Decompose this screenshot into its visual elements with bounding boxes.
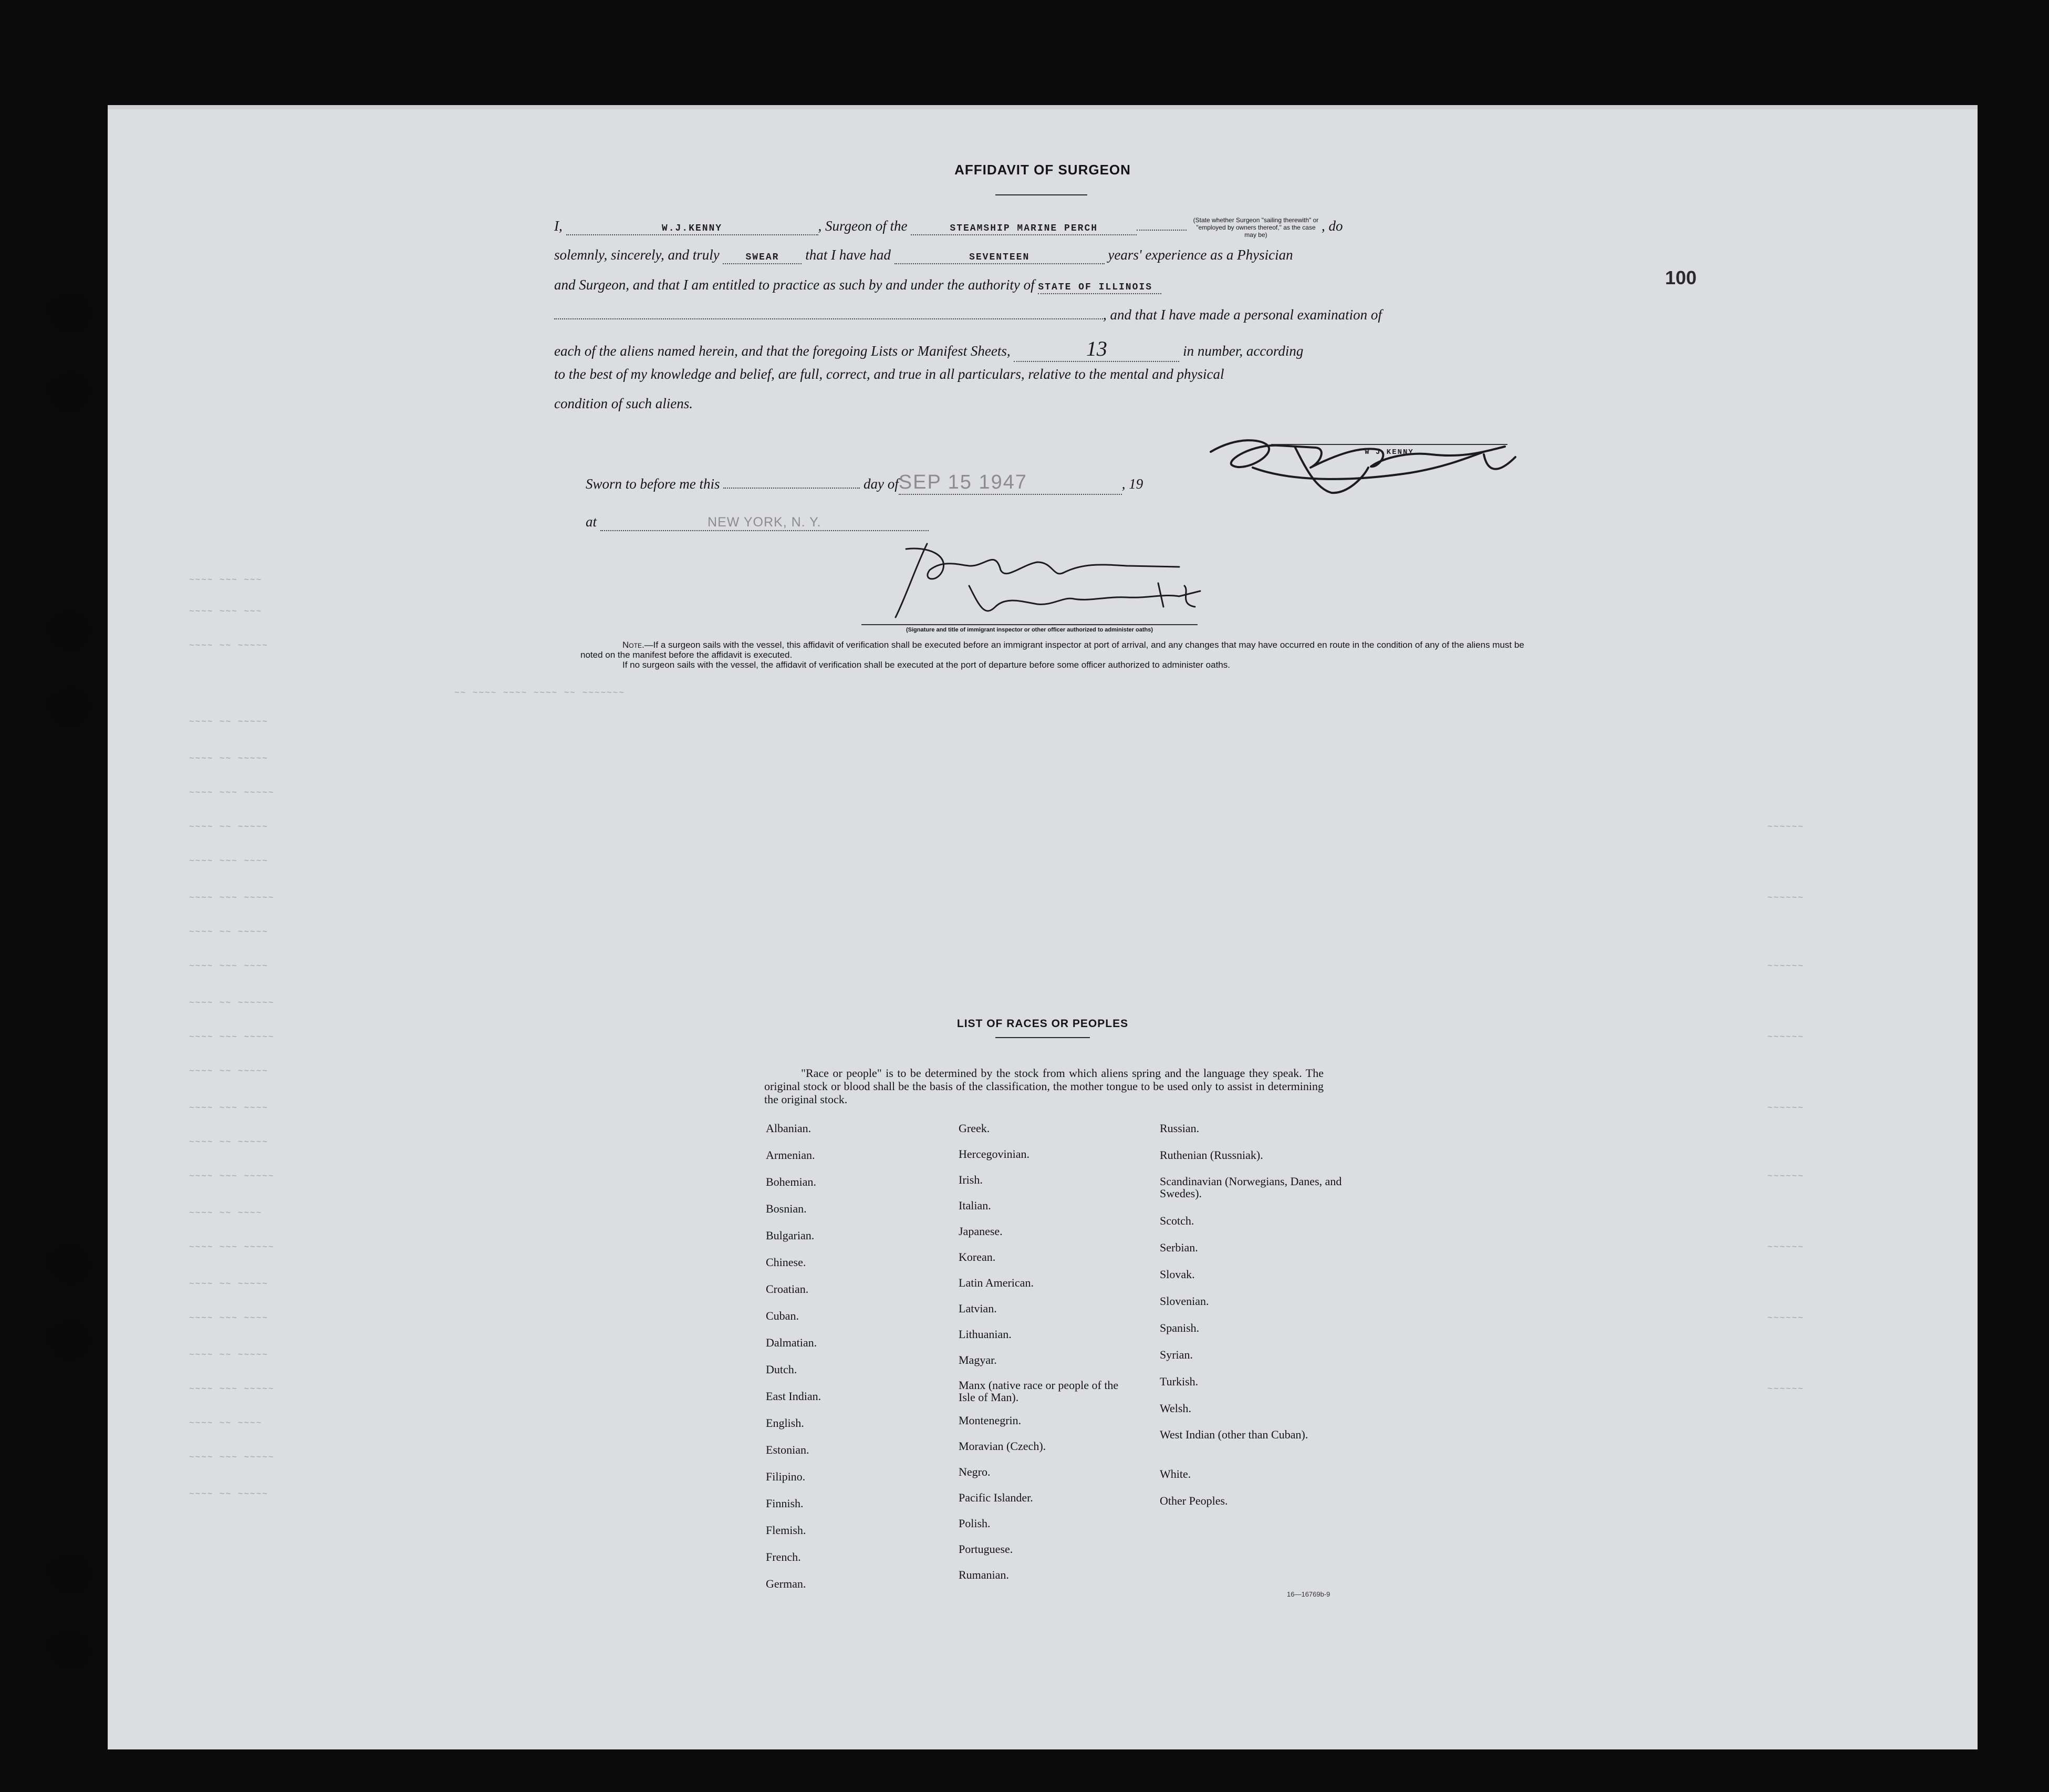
date-stamp: SEP 15 1947: [898, 471, 1028, 493]
line1-suffix: , do: [1321, 218, 1343, 234]
race-item: Dalmatian.: [766, 1336, 817, 1349]
race-item: West Indian (other than Cuban).: [1160, 1428, 1308, 1441]
note-label: Note.: [622, 640, 644, 650]
place-line: [586, 514, 929, 531]
licensing-authority: STATE OF ILLINOIS: [1038, 282, 1153, 293]
race-item: Bohemian.: [766, 1175, 816, 1188]
race-item: East Indian.: [766, 1390, 821, 1403]
race-item: Magyar.: [959, 1353, 997, 1366]
races-heading: LIST OF RACES OR PEOPLES: [956, 1018, 1129, 1030]
race-item: Welsh.: [1160, 1402, 1191, 1415]
line1-prefix: I,: [554, 218, 563, 234]
race-item: Pacific Islander.: [959, 1491, 1033, 1504]
race-item: French.: [766, 1550, 801, 1563]
affidavit-line-3: [554, 277, 1161, 294]
year-prefix: , 19: [1121, 476, 1143, 492]
line2-prefix: solemnly, sincerely, and truly: [554, 247, 720, 263]
race-item: Japanese.: [959, 1225, 1003, 1238]
race-item: Moravian (Czech).: [959, 1439, 1046, 1453]
affidavit-line-2: [554, 247, 1293, 264]
race-item: Irish.: [959, 1173, 983, 1186]
sheet-count-field: [1014, 336, 1179, 362]
sworn-day-field: [723, 488, 860, 489]
line4-suffix: , and that I have made a personal examination of: [1103, 307, 1382, 323]
years-experience: SEVENTEEN: [969, 252, 1030, 263]
race-item: Syrian.: [1160, 1348, 1193, 1361]
race-item: Latin American.: [959, 1276, 1034, 1289]
at-label: at: [586, 514, 597, 530]
race-item: Filipino.: [766, 1470, 806, 1483]
sworn-day-label: day of: [864, 476, 899, 492]
race-item: Armenian.: [766, 1148, 815, 1162]
sheet-edge: [108, 105, 1978, 109]
surgeon-signature: [1190, 415, 1536, 499]
race-item: Latvian.: [959, 1302, 997, 1315]
affidavit-line-7: condition of such aliens.: [554, 396, 693, 411]
race-item: German.: [766, 1577, 806, 1590]
races-heading-rule: [995, 1037, 1090, 1038]
race-item: Serbian.: [1160, 1241, 1198, 1254]
note-paragraph: [580, 640, 1536, 670]
affidavit-line-4: [554, 307, 1382, 323]
vessel-field-tail: [1137, 230, 1187, 231]
race-item: Montenegrin.: [959, 1414, 1022, 1427]
race-item: Manx (native race or people of the Isle of Man).: [959, 1379, 1119, 1404]
signature-caption: [1271, 444, 1507, 457]
signature-caption-text: W J KENNY: [1365, 448, 1414, 457]
binder-hole: [49, 370, 92, 413]
race-item: Dutch.: [766, 1363, 797, 1376]
race-item: Korean.: [959, 1250, 996, 1263]
oath-word: SWEAR: [745, 252, 779, 263]
document-title: AFFIDAVIT OF SURGEON: [954, 162, 1131, 178]
race-item: Portuguese.: [959, 1542, 1013, 1556]
line5-prefix: each of the aliens named herein, and that the foregoing Lists or Manifest Sheets,: [554, 343, 1011, 359]
vessel-note: (State whether Surgeon "sailing therewith" or "employed by owners thereof," as the case may be): [1193, 216, 1319, 239]
inspector-line: [861, 624, 1198, 625]
binder-hole: [49, 1242, 92, 1286]
note-text-1: —If a surgeon sails with the vessel, this affidavit of verification shall be executed before an immigrant inspector at port of arrival, and any changes that may have occurred en route in the condition of any of the aliens must be noted on the manifest before the affidavit is executed.: [580, 640, 1524, 660]
race-item: Lithuanian.: [959, 1328, 1012, 1341]
race-item: Slovak.: [1160, 1268, 1195, 1281]
race-item: Spanish.: [1160, 1321, 1200, 1334]
form-code: 16—16769b-9: [1287, 1590, 1330, 1598]
affidavit-line-1: [554, 216, 1526, 239]
line2-mid: that I have had: [805, 247, 891, 263]
race-item: Greek.: [959, 1122, 990, 1135]
oath-field: [723, 247, 802, 264]
title-rule: [995, 194, 1087, 195]
race-item: Rumanian.: [959, 1568, 1009, 1581]
race-item: Russian.: [1160, 1122, 1200, 1135]
race-item: Scotch.: [1160, 1214, 1194, 1227]
line1-mid: , Surgeon of the: [818, 218, 908, 234]
race-item: Croatian.: [766, 1282, 809, 1296]
binder-hole: [49, 1629, 92, 1672]
race-item: Slovenian.: [1160, 1294, 1209, 1308]
binder-hole: [49, 292, 92, 335]
race-item: Albanian.: [766, 1122, 812, 1135]
vessel-field: [911, 218, 1137, 235]
page-number: 100: [1665, 267, 1697, 288]
signature-stroke: [896, 544, 1179, 617]
sworn-line: [586, 471, 1143, 495]
binder-hole: [49, 1319, 92, 1362]
affidavit-page: ~~~~ ~~~ ~~~ ~~~~ ~~~ ~~~ ~~~~ ~~ ~~~~~ ~~ ~~~~ ~~~~ ~~~~ ~~ ~~~~~~~ ~~~~ ~~ ~~~~~ ~~~~ ~~ ~~~~~ ~~~~ ~~~ ~~~~~ ~~~~ ~~ ~~~~~ ~~~~ ~~~ ~~~~ ~~~~ ~~~ ~~~~~ ~~~~ ~~ ~~~~~ ~~~~ ~~~ ~~~~ ~~~~ ~~ ~~~~~~ ~~~~ ~~~ ~~~~~ ~~~~ ~~ ~~~~~ ~~~~ ~~~ ~~~~ ~~~~ ~~ ~~~~~ ~~~~ ~~~ ~~~~~ ~~~~ ~~ ~~~~ ~~~~ ~~~ ~~~~~ ~~~~ ~~ ~~~~~ ~~~~ ~~~ ~~~~ ~~~~ ~~ ~~~~~ ~~~~ ~~~ ~~~~~ ~~~~ ~~ ~~~~ ~~~~ ~~~ ~~~~~ ~~~~ ~~ ~~~~~ ~~~~~~ ~~~~~~ ~~~~~~ ~~~~~~ ~~~~~~ ~~~~~~ ~~~~~~ ~~~~~~ ~~~~~~ 100 AFFIDAVIT OF SURGEON I, W.J.KENNY , Surgeon of the STEAMSHIP MARINE PERCH (State whether Surgeon "sailing therewith" or "employed by owners thereof," as the case may be), do solemnly, sincerely, and truly SWEAR that I have had SEVENTEEN years' experience as a Physician and Surgeon, and that I am entitled to practice as such by and under the authority of STATE OF ILLINOIS , and that I have made a personal examination of each of the aliens named herein, and that the foregoing Lists or Manifest Sheets, 13 in number, according to the best of my knowledge and belief, are full, correct, and true in all particulars, relative to the mental and physical condition of such aliens. W J KENNY Sworn to before me this day ofSEP 15 1947 , 19 at NEW YORK, N. Y. (Signature and title of immigrant inspector or other officer authorized to administer oaths) Note.—If a surgeon sails with the vessel, this affidavit of verification shall be executed before an immigrant inspector at port of arrival, and any changes that may have occurred en route in the condition of any of the aliens must be noted on the manifest before the affidavit is executed. If no surgeon sails with the vessel, the affidavit of verification shall be executed at the port of departure before some officer authorized to administer oaths. LIST OF RACES OR PEOPLES "Race or people" is to be determined by the stock from which aliens spring and the language they speak. The original stock or blood shall be the basis of the classification, the mother tongue to be used only to assist in determining the original stock. Albanian. Armenian. Bohemian. Bosnian. Bulgarian. Chinese. Croatian. Cuban. Dalmatian. Dutch. East Indian. English. Estonian. Filipino. Finnish. Flemish. French. German. Greek. Hercegovinian. Irish. Italian. Japanese. Korean. Latin American. Latvian. Lithuanian. Magyar. Manx (native race or people of the Isle of Man). Montenegrin. Moravian (Czech). Negro. Pacific Islander. Polish. Portuguese. Rumanian. Russian. Ruthenian (Russniak). Scandinavian (Norwegians, Danes, and Swedes). Scotch. Serbian. Slovak. Slovenian. Spanish. Syrian. Turkish. Welsh. West Indian (other than Cuban). White. Other Peoples. 16—16769b-9: [108, 105, 1978, 1749]
race-item: Negro.: [959, 1465, 991, 1478]
binder-hole: [49, 609, 92, 652]
race-item: Hercegovinian.: [959, 1147, 1029, 1161]
signature-stroke: [969, 583, 1200, 611]
race-item: Finnish.: [766, 1497, 804, 1510]
race-item: Italian.: [959, 1199, 991, 1212]
affidavit-line-6: to the best of my knowledge and belief, are full, correct, and true in all particulars, relative to the mental and physical: [554, 366, 1224, 382]
race-item: Bosnian.: [766, 1202, 807, 1215]
race-item: Estonian.: [766, 1443, 809, 1456]
sworn-prefix: Sworn to before me this: [586, 476, 720, 492]
inspector-signature: [864, 533, 1242, 628]
note-line-1: [580, 640, 1536, 660]
race-item: Ruthenian (Russniak).: [1160, 1148, 1263, 1162]
binder-hole: [49, 1552, 92, 1596]
race-item: Chinese.: [766, 1256, 806, 1269]
race-item: Bulgarian.: [766, 1229, 815, 1242]
affidavit-line-5: [554, 336, 1303, 362]
sheet-count: 13: [1086, 337, 1107, 360]
races-intro: "Race or people" is to be determined by the stock from which aliens spring and the language they speak. The original stock or blood shall be the basis of the classification, the mother tongue to be used only to assist in determining the original stock.: [764, 1066, 1324, 1106]
race-item: Polish.: [959, 1517, 991, 1530]
authority-continuation-field: [554, 318, 1103, 319]
race-item: Other Peoples.: [1160, 1494, 1228, 1507]
inspector-caption: (Signature and title of immigrant inspector or other officer authorized to administer oaths): [906, 627, 1153, 633]
authority-field: [1038, 277, 1161, 294]
surgeon-name-field: [566, 218, 818, 235]
line5-suffix: in number, according: [1183, 343, 1304, 359]
place-field: [600, 514, 929, 531]
signature-stroke: [1484, 454, 1515, 469]
sworn-date-field: [899, 471, 1122, 495]
line3-prefix: and Surgeon, and that I am entitled to practice as such by and under the authority of: [554, 277, 1035, 293]
note-text-2: If no surgeon sails with the vessel, the affidavit of verification shall be executed at the port of departure before some officer authorized to administer oaths.: [622, 660, 1230, 670]
binder-hole: [49, 686, 92, 729]
race-item: Flemish.: [766, 1524, 806, 1537]
race-item: Cuban.: [766, 1309, 799, 1322]
years-field: [895, 247, 1105, 264]
race-item: White.: [1160, 1467, 1191, 1480]
vessel-name: STEAMSHIP MARINE PERCH: [950, 223, 1098, 234]
line2-suffix: years' experience as a Physician: [1108, 247, 1293, 263]
race-item: Turkish.: [1160, 1375, 1199, 1388]
race-item: Scandinavian (Norwegians, Danes, and Swedes).: [1160, 1175, 1342, 1200]
place-stamp: NEW YORK, N. Y.: [708, 515, 821, 530]
surgeon-name: W.J.KENNY: [661, 223, 723, 234]
race-item: English.: [766, 1416, 804, 1430]
